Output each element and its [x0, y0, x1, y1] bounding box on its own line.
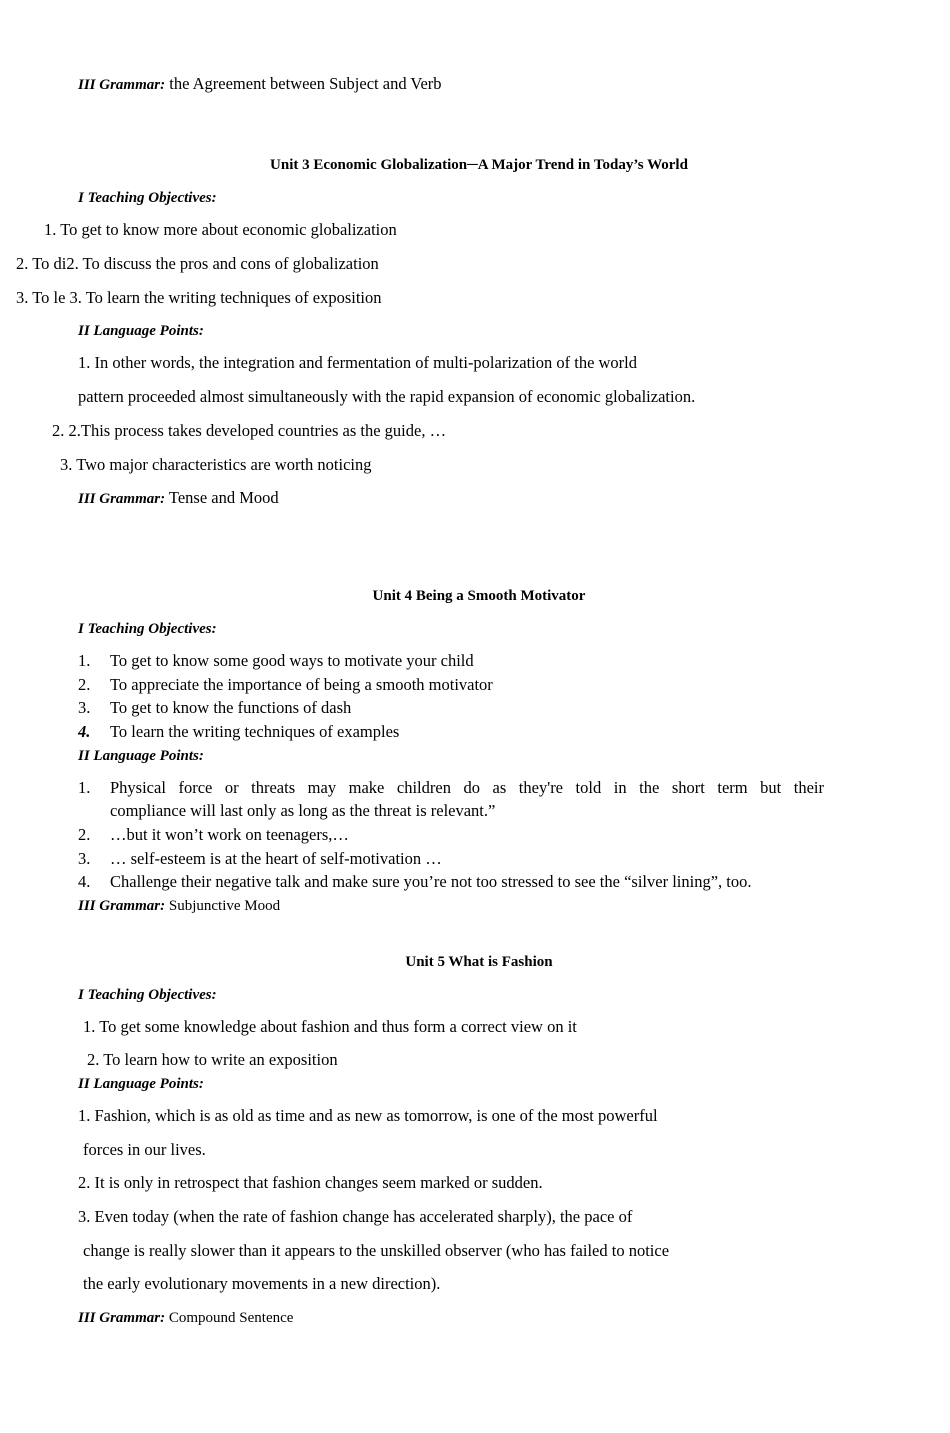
unit5-language-label: II Language Points: — [78, 1076, 204, 1092]
unit3-language-label: II Language Points: — [78, 323, 204, 339]
unit4-title: Unit 4 Being a Smooth Motivator — [372, 588, 586, 604]
grammar-text: the Agreement between Subject and Verb — [165, 74, 442, 93]
unit3-objective-3: 3. To le 3. To learn the writing techniques of exposition — [16, 288, 382, 307]
unit4-language-point-1-line1: Physical force or threats may make children do as they're told in the short term but their — [110, 778, 824, 797]
unit4-objective-2 — [78, 675, 493, 695]
unit5-language-point-3: 3. Even today (when the rate of fashion change has accelerated sharply), the pace of — [78, 1207, 633, 1226]
unit3-language-point-1-cont: pattern proceeded almost simultaneously with the rapid expansion of economic globalization. — [78, 387, 696, 406]
unit5-title: Unit 5 What is Fashion — [405, 954, 553, 970]
unit5-language-point-1: 1. Fashion, which is as old as time and as new as tomorrow, is one of the most powerful — [78, 1106, 658, 1125]
unit4-language-label: II Language Points: — [78, 748, 204, 764]
list-number: 3. — [78, 849, 91, 868]
list-number: 2. — [78, 825, 91, 844]
list-number: 2. — [78, 675, 91, 694]
unit5-language-point-3-cont1: change is really slower than it appears to the unskilled observer (who has failed to notice — [83, 1241, 670, 1260]
unit3-objectives-label: I Teaching Objectives: — [78, 190, 217, 206]
unit3-language-point-1: 1. In other words, the integration and fermentation of multi-polarization of the world — [78, 353, 638, 372]
unit3-language-point-3: 3. Two major characteristics are worth noticing — [60, 455, 372, 474]
unit4-language-point-4 — [78, 872, 751, 892]
unit5-language-point-1-cont: forces in our lives. — [83, 1140, 206, 1159]
grammar-label: III Grammar: — [78, 898, 166, 914]
list-number: 4. — [78, 722, 91, 741]
unit4-grammar-line — [78, 896, 280, 916]
list-text: Challenge their negative talk and make sure you’re not too stressed to see the “silver lining”, too. — [110, 872, 752, 891]
grammar-label: III Grammar: — [78, 1310, 166, 1326]
list-number: 3. — [78, 698, 91, 717]
list-text: To learn the writing techniques of examples — [110, 722, 400, 741]
unit4-language-point-1-line2: compliance will last only as long as the threat is relevant.” — [110, 801, 496, 820]
list-number: 1. — [78, 778, 91, 797]
unit3-objective-1: 1. To get to know more about economic globalization — [44, 220, 397, 239]
unit5-language-point-3-cont2: the early evolutionary movements in a new direction). — [83, 1274, 441, 1293]
unit3-title: Unit 3 Economic Globalization─A Major Trend in Today’s World — [270, 157, 688, 173]
unit4-language-point-2 — [78, 825, 349, 845]
grammar-text: Compound Sentence — [165, 1310, 294, 1326]
grammar-text: Subjunctive Mood — [165, 898, 281, 914]
list-text: …but it won’t work on teenagers,… — [110, 825, 349, 844]
unit4-objective-4 — [78, 722, 399, 742]
unit4-objectives-label: I Teaching Objectives: — [78, 621, 217, 637]
grammar-text: Tense and Mood — [165, 488, 279, 507]
unit5-objective-2: 2. To learn how to write an exposition — [87, 1050, 338, 1069]
unit4-objective-1 — [78, 651, 474, 671]
list-text: To get to know some good ways to motivate your child — [110, 651, 474, 670]
unit3-language-point-2: 2. 2.This process takes developed countries as the guide, … — [52, 421, 447, 440]
unit5-grammar-line — [78, 1308, 293, 1328]
unit3-grammar-line — [78, 488, 279, 509]
unit4-language-point-3 — [78, 849, 442, 869]
list-number: 1. — [78, 651, 91, 670]
unit5-objectives-label: I Teaching Objectives: — [78, 987, 217, 1003]
unit4-objective-3 — [78, 698, 351, 718]
unit5-language-point-2: 2. It is only in retrospect that fashion changes seem marked or sudden. — [78, 1173, 543, 1192]
list-number: 4. — [78, 872, 91, 891]
grammar-label: III Grammar: — [78, 77, 166, 93]
unit5-objective-1: 1. To get some knowledge about fashion and thus form a correct view on it — [83, 1017, 577, 1036]
list-text: … self-esteem is at the heart of self-motivation … — [110, 849, 442, 868]
list-text: To appreciate the importance of being a smooth motivator — [110, 675, 493, 694]
unit3-objective-2: 2. To di2. To discuss the pros and cons of globalization — [16, 254, 379, 273]
list-text: To get to know the functions of dash — [110, 698, 352, 717]
grammar-label: III Grammar: — [78, 491, 166, 507]
unit4-language-point-1-number — [78, 778, 110, 798]
unit2-grammar-line — [78, 74, 442, 95]
